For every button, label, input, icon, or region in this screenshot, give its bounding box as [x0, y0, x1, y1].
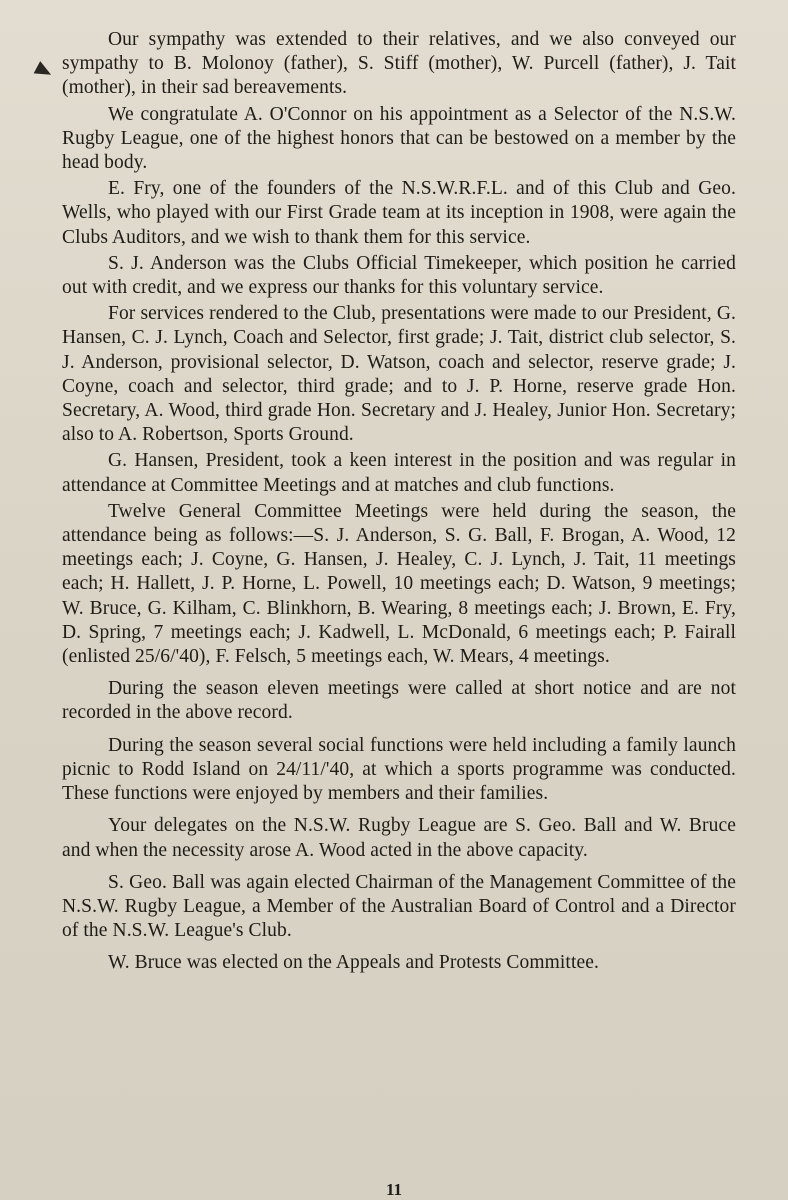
paragraph-timekeeper: S. J. Anderson was the Clubs Official Timekeeper, which position he carried out with credit, and we express our thanks for this voluntary service. [62, 252, 736, 299]
paragraph-chairman: S. Geo. Ball was again elected Chairman of the Management Committee of the N.S.W. Rugby League, a Member of the Australian Board of Control and a Director of the N.S.W. League's Club. [62, 871, 736, 942]
paragraph-president: G. Hansen, President, took a keen interest in the position and was regular in attendance at Committee Meetings and at matches and club functions. [62, 450, 736, 496]
paragraph-short-notice: During the season eleven meetings were called at short notice and are not recorded in the above record. [62, 678, 736, 724]
paragraph-presentations: For services rendered to the Club, presentations were made to our President, G. Hansen, C. J. Lynch, Coach and Selector, first grade; J. Tait, district club selector, S. J. Anderson, provisional selector, D. Watson, coach and selector, reserve grade; J. Coyne, coach and selector, third grade; and to J. P. Horne, reserve grade Hon. Secretary, A. Wood, third grade Hon. Secretary and J. Healey, Junior Hon. Secretary; also to A. Robertson, Sports Ground. [62, 303, 736, 446]
paragraph-committee-meetings: Twelve General Committee Meetings were held during the season, the attendance being as follows:—S. J. Anderson, S. G. Ball, F. Brogan, A. Wood, 12 meetings each; J. Coyne, G. Hansen, J. Healey, C. J. Lynch, J. Tait, 11 meetings each; H. Hallett, J. P. Horne, L. Powell, 10 meetings each; D. Watson, 9 meetings; W. Bruce, G. Kilham, C. Blinkhorn, B. Wearing, 8 meetings each; J. Brown, E. Fry, D. Spring, 7 meetings each; J. Kadwell, L. McDonald, 6 meetings each; P. Fairall (enlisted 25/6/'40), F. Felsch, 5 meetings each, W. Mears, 4 meetings. [62, 500, 736, 668]
paragraph-appeals: W. Bruce was elected on the Appeals and Protests Committee. [108, 952, 599, 974]
paragraph-congratulations: We congratulate A. O'Connor on his appointment as a Selector of the N.S.W. Rugby League, one of the highest honors that can be bestowed on a member by the head body. [62, 103, 736, 174]
paragraph-sympathy: Our sympathy was extended to their relatives, and we also conveyed our sympathy to B. Molonoy (father), S. Stiff (mother), W. Purcell (father), J. Tait (mother), in their sad bereavements. [62, 29, 736, 99]
paragraph-social-functions: During the season several social functions were held including a family launch picnic to Rodd Island on 24/11/'40, at which a sports programme was conducted. These functions were enjoyed by members and their families. [62, 734, 736, 805]
page-number: 11 [385, 1180, 403, 1199]
paragraph-auditors: E. Fry, one of the founders of the N.S.W.R.F.L. and of this Club and Geo. Wells, who played with our First Grade team at its inception in 1908, were again the Clubs Auditors, and we wish to thank them for this service. [62, 178, 736, 248]
paragraph-delegates: Your delegates on the N.S.W. Rugby League are S. Geo. Ball and W. Bruce and when the necessity arose A. Wood acted in the above capacity. [62, 815, 736, 861]
margin-arrow-icon [34, 61, 55, 81]
